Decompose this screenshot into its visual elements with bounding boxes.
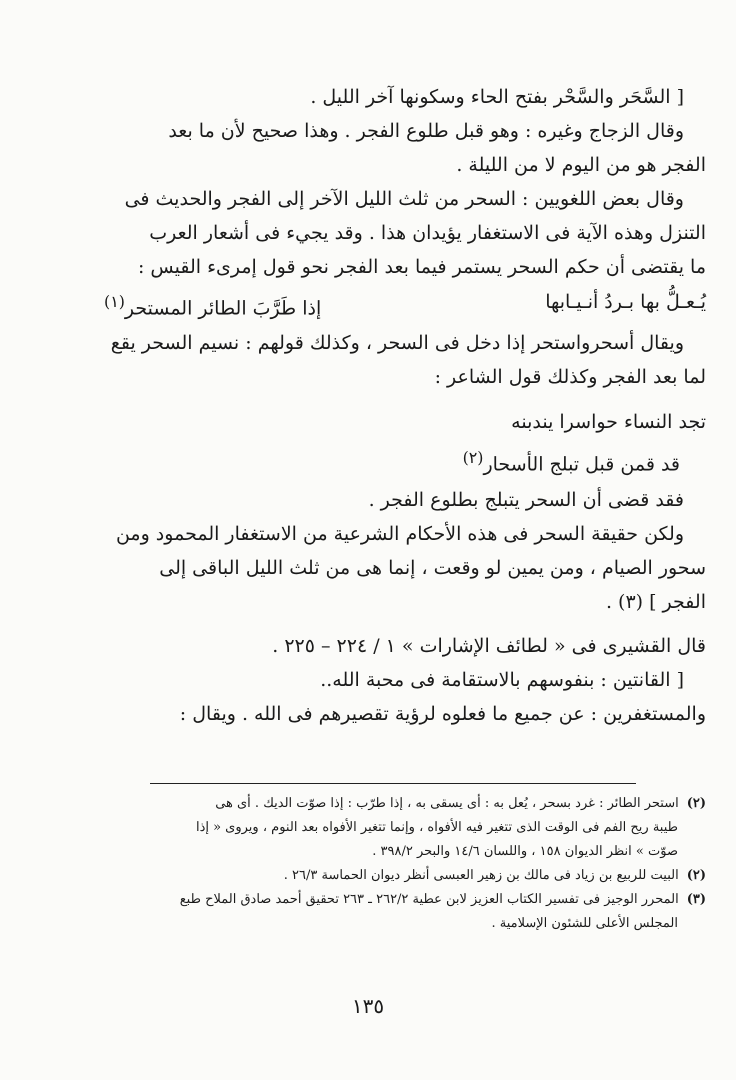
verse-1-first-hemistich: يُـعـلُّ بها بـردُ أنـيـابها: [545, 291, 706, 313]
text-line: سحور الصيام ، ومن يمين لو وقعت ، إنما هى من ثلث الليل الباقى إلى: [159, 556, 706, 579]
footnote-continuation: المجلس الأعلى للشئون الإسلامية .: [491, 916, 678, 931]
text-line: [ القانتين : بنفوسهم بالاستقامة فى محبة الله..: [320, 668, 684, 691]
footnote-number: (٢): [686, 868, 706, 883]
verse-1-second-hemistich: إذا طَرَّبَ الطائر المستحر$^{(١)}$: [104, 292, 322, 320]
verse-1: [104, 284, 706, 326]
footnotes: [104, 793, 706, 937]
footnote: (٢)البيت للربيع بن زياد فى مالك بن زهير العبسى أنظر ديوان الحماسة ٢٦/٣ .: [283, 868, 706, 883]
text-line: الفجر ] (٣) .: [605, 590, 706, 613]
text-line: وقال الزجاج وغيره : وهو قبل طلوع الفجر . وهذا صحيح لأن ما بعد: [168, 120, 684, 142]
text-line: ويقال أسحرواستحر إذا دخل فى السحر ، وكذلك قولهم : نسيم السحر يقع: [110, 332, 684, 355]
text-line: التنزل وهذه الآية فى الاستغفار يؤيدان هذا . وقد يجيء فى أشعار العرب: [149, 222, 706, 244]
footnote-continuation: صوّت » انظر الديوان ١٥٨ ، واللسان ١٤/٦ والبحر ٣٩٨/٢ .: [372, 844, 678, 859]
text-line: ولكن حقيقة السحر فى هذه الأحكام الشرعية من الاستغفار المحمود ومن: [115, 522, 684, 545]
text-line: قال القشيرى فى « لطائف الإشارات » ١ / ٢٢٤ – ٢٢٥ .: [272, 634, 706, 657]
footnote-divider: [150, 783, 636, 784]
text-line: والمستغفرين : عن جميع ما فعلوه لرؤية تقصيرهم فى الله . ويقال :: [179, 702, 706, 725]
footnote-mark: (١): [104, 292, 125, 311]
main-text: [104, 80, 706, 731]
footnote-number: (٢): [686, 796, 706, 811]
text-line: الفجر هو من اليوم لا من الليلة .: [456, 154, 706, 176]
page-number: ١٣٥: [351, 994, 385, 1018]
footnote: (٣)المحرر الوجيز فى تفسير الكتاب العزيز لابن عطية ٢٦٢/٢ ـ ٢٦٣ تحقيق أحمد صادق الملاح طبع: [179, 892, 706, 907]
footnote-continuation: طيبة ريح الفم فى الوقت الذى تتغير فيه الأفواه ، وإنما تتغير الأفواه بعد النوم ، ويروى « إذا: [195, 820, 678, 835]
footnote-number: (٣): [686, 892, 706, 907]
text-line: لما بعد الفجر وكذلك قول الشاعر :: [434, 366, 706, 389]
text-line: فقد قضى أن السحر يتبلج بطلوع الفجر .: [368, 488, 684, 511]
text-line: وقال بعض اللغويين : السحر من ثلث الليل الآخر إلى الفجر والحديث فى: [124, 188, 684, 210]
text-line: [ السَّحَر والسَّحْر بفتح الحاء وسكونها آخر الليل .: [310, 86, 684, 108]
verse-2-second-hemistich: قد قمن قبل تبلج الأسحار$^{(٢)}$: [462, 448, 680, 476]
verse-2-first-hemistich: تجد النساء حواسرا يندبنه: [511, 411, 706, 434]
text-line: ما يقتضى أن حكم السحر يستمر فيما بعد الفجر نحو قول إمرىء القيس :: [137, 256, 706, 278]
footnote-mark: (٢): [462, 448, 484, 468]
footnote: (٢)استحر الطائر : غرد بسحر ، يُعل به : أى يسقى به ، إذا طرّب : إذا صوّت الديك . أى هى: [215, 796, 706, 811]
